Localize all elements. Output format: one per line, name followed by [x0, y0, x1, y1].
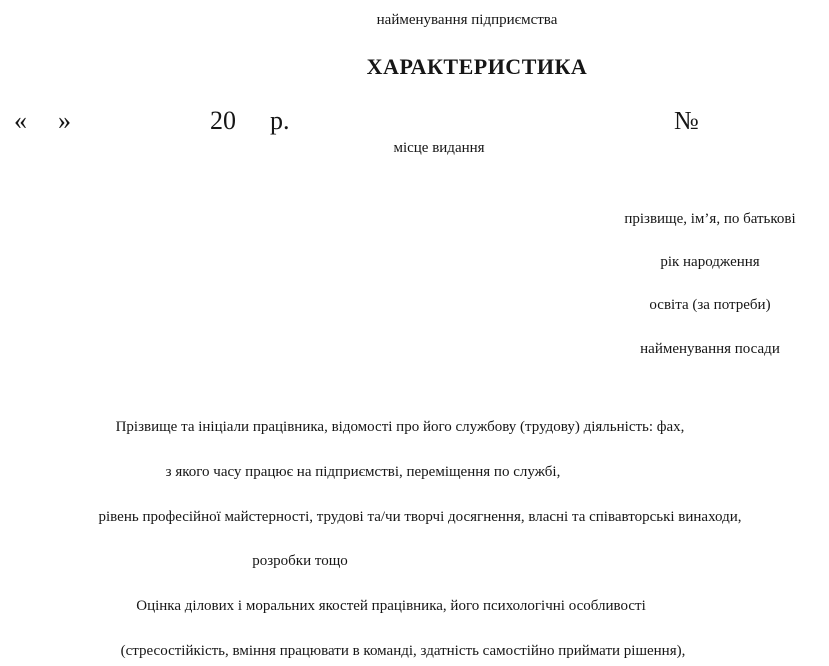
person-caption-full-name: прізвище, ім’я, по батькові: [624, 211, 796, 227]
person-caption-position: найменування посади: [640, 341, 780, 357]
date-year-suffix: р.: [270, 106, 290, 135]
body-line-developments: розробки тощо: [252, 553, 348, 569]
person-caption-birth-year: рік народження: [660, 254, 760, 270]
document-number-sign: №: [674, 106, 699, 135]
document-title: ХАРАКТЕРИСТИКА: [366, 54, 588, 79]
place-of-issue-caption: місце видання: [393, 140, 485, 156]
body-line-employment-since: з якого часу працює на підприємстві, переміщення по службі,: [165, 464, 561, 480]
company-name-caption: найменування підприємства: [376, 12, 558, 28]
body-line-qualities-assessment: Оцінка ділових і моральних якостей працівника, його психологічні особливості: [136, 598, 646, 614]
body-line-work-activity: Прізвище та ініціали працівника, відомості про його службову (трудову) діяльність: фах,: [115, 419, 685, 435]
date-year-prefix: 20: [210, 106, 236, 135]
date-quote-close: »: [58, 106, 71, 135]
date-quote-open: «: [14, 106, 27, 135]
body-line-professional-level: рівень професійної майстерності, трудові та/чи творчі досягнення, власні та співавторські винаходи,: [98, 509, 742, 525]
body-line-psychological-traits: (стресостійкість, вміння працювати в команді, здатність самостійно приймати рішення),: [120, 643, 686, 659]
person-caption-education: освіта (за потреби): [649, 297, 771, 313]
